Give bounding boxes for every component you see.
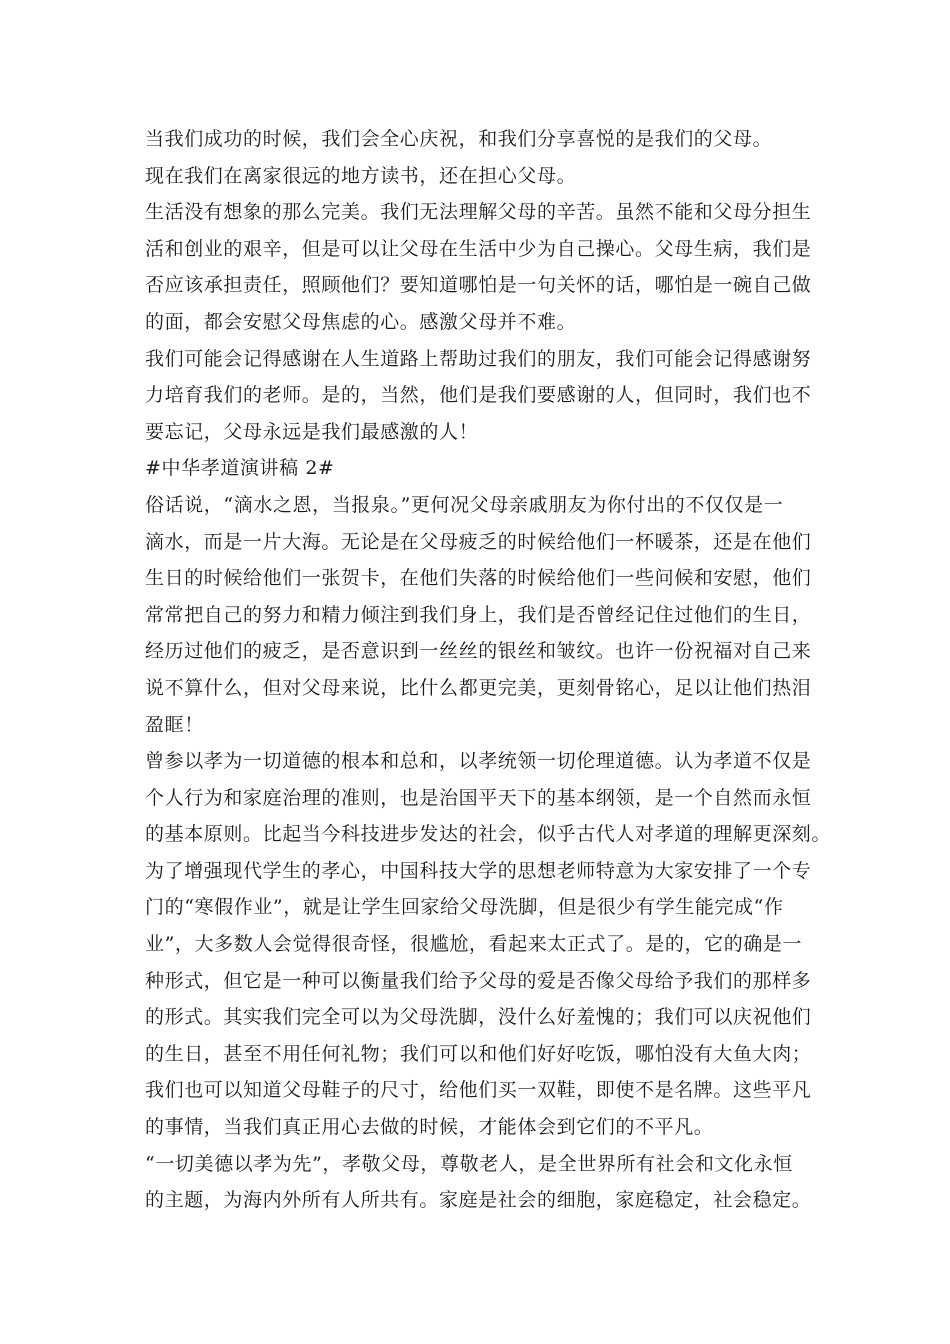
text-line: 滴水，而是一片大海。无论是在父母疲乏的时候给他们一杯暖茶，还是在他们 [145,530,812,553]
text-line: 的事情，当我们真正用心去做的时候，才能体会到它们的不平凡。 [145,1116,714,1139]
document-body [145,121,832,1219]
text-line: 生活没有想象的那么完美。我们无法理解父母的辛苦。虽然不能和父母分担生 [145,201,812,224]
text-line: 否应该承担责任，照顾他们？要知道哪怕是一句关怀的话，哪怕是一碗自己做 [145,274,812,297]
text-line: 我们也可以知道父母鞋子的尺寸，给他们买一双鞋，即使不是名牌。这些平凡 [145,1079,812,1102]
text-line: 我们可能会记得感谢在人生道路上帮助过我们的朋友，我们可能会记得感谢努 [145,347,812,370]
text-line: 业”，大多数人会觉得很奇怪，很尴尬，看起来太正式了。是的，它的确是一 [145,933,803,956]
text-line: 现在我们在离家很远的地方读书，还在担心父母。 [145,164,577,187]
text-line: 力培育我们的老师。是的，当然，他们是我们要感谢的人，但同时，我们也不 [145,384,812,407]
text-line: 的形式。其实我们完全可以为父母洗脚，没什么好羞愧的；我们可以庆祝他们 [145,1006,812,1029]
text-line: 经历过他们的疲乏，是否意识到一丝丝的银丝和皱纹。也许一份祝福对自己来 [145,640,812,663]
text-line: 当我们成功的时候，我们会全心庆祝，和我们分享喜悦的是我们的父母。 [145,128,773,150]
text-line: 门的“寒假作业”，就是让学生回家给父母洗脚，但是很少有学生能完成“作 [145,896,784,919]
text-line: 的基本原则。比起当今科技进步发达的社会，似乎古代人对孝道的理解更深刻。 [145,823,832,846]
text-line: 种形式，但它是一种可以衡量我们给予父母的爱是否像父母给予我们的那样多 [145,969,812,992]
text-line: 的生日，甚至不用任何礼物；我们可以和他们好好吃饭，哪怕没有大鱼大肉； [145,1042,812,1065]
text-line: 为了增强现代学生的孝心，中国科技大学的思想老师特意为大家安排了一个专 [145,859,812,882]
text-line: 常常把自己的努力和精力倾注到我们身上，我们是否曾经记住过他们的生日， [145,603,812,626]
text-line: 俗话说，“滴水之恩，当报泉。”更何况父母亲戚朋友为你付出的不仅仅是一 [145,493,784,516]
text-line: 的面，都会安慰父母焦虑的心。感激父母并不难。 [145,310,577,333]
text-line: 个人行为和家庭治理的准则，也是治国平天下的基本纲领，是一个自然而永恒 [145,786,812,809]
text-line: 活和创业的艰辛，但是可以让父母在生活中少为自己操心。父母生病，我们是 [145,237,812,260]
text-line: 要忘记，父母永远是我们最感激的人！ [145,420,479,443]
section-heading: #中华孝道演讲稿 2# [145,457,335,480]
text-line: 曾参以孝为一切道德的根本和总和，以孝统领一切伦理道德。认为孝道不仅是 [145,750,812,773]
text-line: 生日的时候给他们一张贺卡，在他们失落的时候给他们一些问候和安慰，他们 [145,567,812,590]
text-line: 的主题，为海内外所有人所共有。家庭是社会的细胞，家庭稳定，社会稳定。 [145,1189,812,1212]
text-line: 说不算什么，但对父母来说，比什么都更完美，更刻骨铭心，足以让他们热泪 [145,676,812,699]
text-line: “一切美德以孝为先”，孝敬父母，尊敬老人，是全世界所有社会和文化永恒 [145,1152,793,1175]
text-line: 盈眶！ [145,713,204,736]
